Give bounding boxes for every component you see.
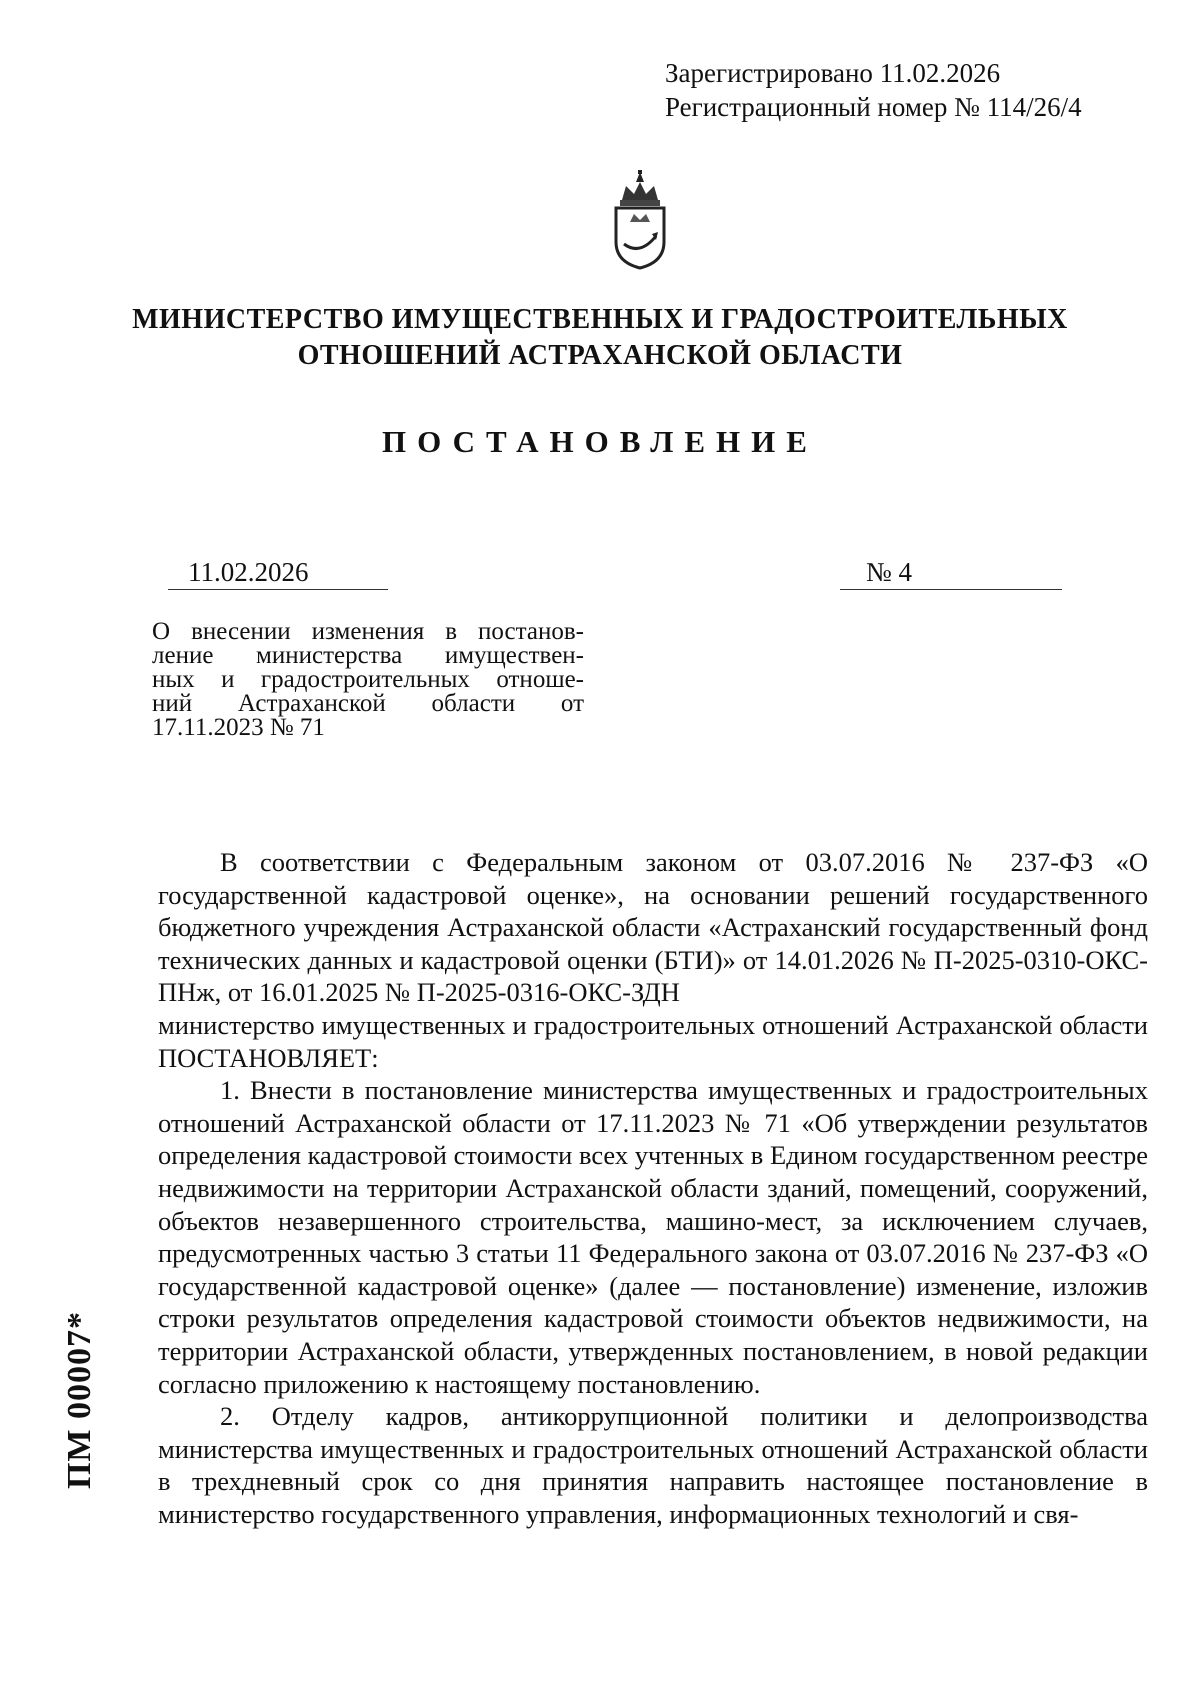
- subject-line: ление министерства имуществен-: [152, 642, 584, 669]
- side-stamp: [50, 1280, 110, 1520]
- registration-date: Зарегистрировано 11.02.2026: [665, 58, 1001, 88]
- document-type-title: ПОСТАНОВЛЕНИЕ: [382, 424, 818, 459]
- side-stamp-text: ПМ 00007*: [61, 1310, 98, 1490]
- subject-line: 17.11.2023 № 71: [152, 714, 325, 741]
- body-paragraph-item-1: 1. Внести в постановление министерства имущественных и градостроительных отношений Астраханской области от 17.11.2023 № 71 «Об утверждении результатов определения кадастровой стоимости всех учтенных в Едином государственном реестре недвижимости на территории Астраханской области зданий, помещений, сооружений, объектов незавершенного строительства, машино-мест, за исключением случаев, предусмотренных частью 3 статьи 11 Федерального закона от 03.07.2016 № 237-ФЗ «О государственной кадастровой оценке» (далее — постановление) изменение, изложив строки результатов определения кадастровой стоимости объектов недвижимости, на территории Астраханской области, утвержденных постановлением, в новой редакции согласно приложению к настоящему постановлению.: [158, 1075, 1148, 1399]
- registration-stamp: [665, 56, 1082, 124]
- body-paragraph-resolves: министерство имущественных и градостроительных отношений Астраханской области ПОСТАНОВЛЯЕТ:: [158, 1009, 1148, 1073]
- subject-line: ных и градостроительных отноше-: [152, 666, 584, 693]
- subject-line: О внесении изменения в постанов-: [152, 618, 584, 645]
- ministry-name: [0, 302, 1200, 374]
- coat-of-arms-emblem-icon: [608, 170, 672, 270]
- document-number: № 4: [866, 557, 913, 587]
- ministry-name-line1: МИНИСТЕРСТВО ИМУЩЕСТВЕННЫХ И ГРАДОСТРОИТЕЛЬНЫХ: [132, 304, 1068, 335]
- number-underline: [840, 589, 1062, 590]
- body-paragraph-item-2: 2. Отделу кадров, антикоррупционной политики и делопроизводства министерства имущественных и градостроительных отношений Астраханской области в трехдневный срок со дня принятия направить настоящее постановление в министерство государственного управления, информационных технологий и свя-: [158, 1401, 1148, 1529]
- date-underline: [168, 589, 388, 590]
- document-date: 11.02.2026: [188, 557, 309, 587]
- ministry-name-line2: ОТНОШЕНИЙ АСТРАХАНСКОЙ ОБЛАСТИ: [297, 340, 903, 371]
- document-body: [158, 846, 1148, 1530]
- document-subject: [152, 620, 584, 740]
- body-paragraph-preamble: В соответствии с Федеральным законом от 03.07.2016 № 237-ФЗ «О государственной кадастровой оценке», на основании решений государственного бюджетного учреждения Астраханской области «Астраханский государственный фонд технических данных и кадастровой оценки (БТИ)» от 14.01.2026 № П-2025-0310-ОКС-ПНж, от 16.01.2025 № П-2025-0316-ОКС-ЗДН: [158, 847, 1148, 1008]
- registration-number: Регистрационный номер № 114/26/4: [665, 92, 1082, 122]
- subject-line: ний Астраханской области от: [152, 690, 584, 717]
